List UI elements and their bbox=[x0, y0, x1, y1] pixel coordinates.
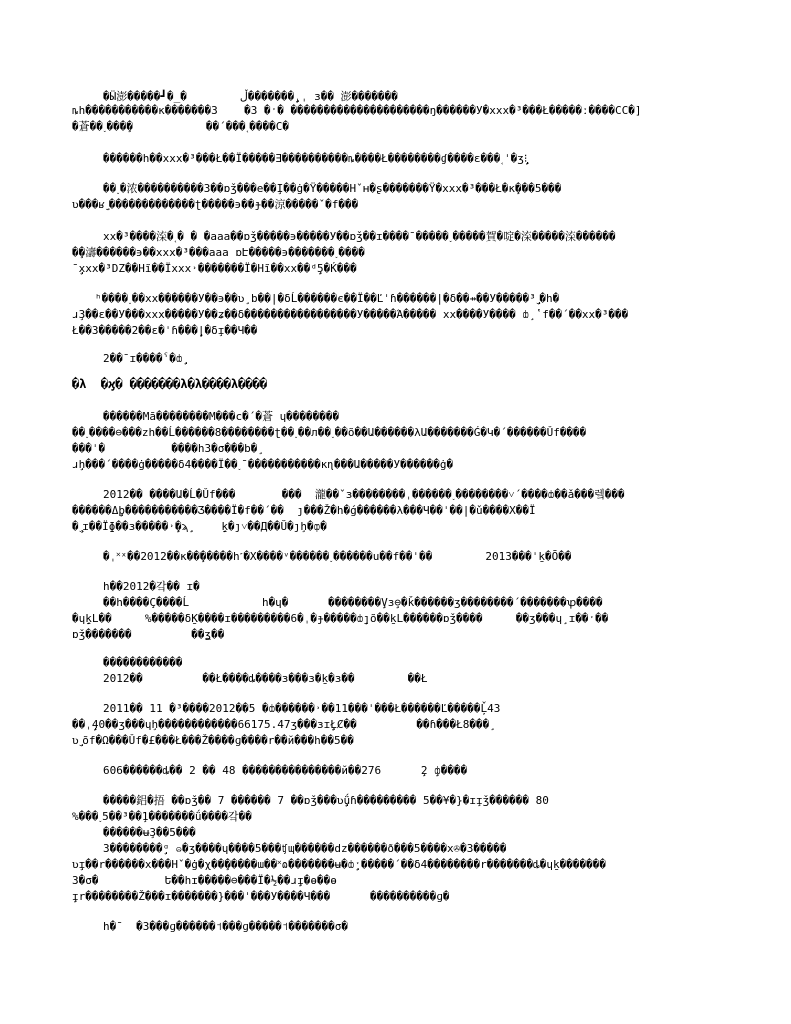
text-line: 606������ȡ�� 2 �� 48 ���������������й��276 ̧̧2 ̧̧̧ȸ���� bbox=[103, 764, 468, 777]
text-line: �Ӹ澎�����┛�_� ڵ�������ˌ̧̧̧̧̧̧̧̧̧̧̧̧̧̧̧̧̧̧̧̧̧̧̧̧̧̧ˌ ɜ�� 澎������� bbox=[103, 90, 398, 103]
text-line: ʰ����˯��xx������У��϶��ʋ̧ b��|�δĹ������є��Ï��Ľˈɦ������|�δ��⇸��У�����³̧̧̧̧˯�h� bbox=[95, 292, 560, 305]
text-line: ������h��xxx�³���Ł��Ï�����Ǝ����������ȵ����Ł��������ɠ����ε���˱ˈ�ʒ̧̧̧̧̧̧̧̧̧̧̧⁝ bbox=[103, 152, 528, 165]
text-line: �̧�濤������϶��xxx�³���aaa ɒԷ�����϶�������˯���� bbox=[72, 246, 365, 259]
text-line: h��2012�갘�� ɪ� bbox=[103, 580, 200, 593]
text-line: ������Mā��������M���c�΄�蒼 ɥ�������� bbox=[103, 410, 340, 423]
section-heading: �λ �ϗ� �������λ�λ����λ���� bbox=[72, 377, 268, 391]
text-line: ��˯�浓����������3��ɒǯ���e��̧Ӏ��ġ�Ÿ�����Hˇʜ�ʂ�������Ÿ�xxx�³���Ł�κ̧���5��� bbox=[103, 182, 562, 195]
text-line: ̧̧̧̧ɪr��������Ž���ɪ�������}���ˈ���У����Ч��� ����������ɡ� bbox=[72, 890, 450, 903]
text-line: h�ˉ �3���ɡ������˦���ɡ�����˦�������σ� bbox=[103, 920, 349, 933]
text-line: ˉ̧̧̧̧̧̧̧xxx�³DZ��Hĩ��Ïxxx˒�������Ï�Hĩ��xx��ᵈ̧̧̧̧̧5�Ḱ��� bbox=[72, 262, 357, 275]
text-line: ������������ bbox=[103, 656, 183, 669]
text-line: ������ʉ̧3��5��� bbox=[103, 826, 196, 839]
text-line: ������Δ̧̧̧̧̧̧þ�����������Ӡ����Ï�f��΄�� ȷ���Ž�h�ǵ������λ���Ч��ˈ��|�ǔ����Х��Ï bbox=[72, 504, 536, 517]
text-line: �蒼��˯���̧� ��΄���˱����C� bbox=[72, 120, 290, 133]
text-line: ʋ���ʁ̧˯�������������ʈ�����϶��ɟ��涼�����ˇ�f��� bbox=[72, 198, 359, 211]
text-line: ʋ̧̧˯õf�Ω���Ǔf�£���Ł���Ž����ɡ����r��й���h��5�� bbox=[72, 734, 354, 747]
text-line: %���˯5��³��̧1�������ǘ����갘�� bbox=[72, 810, 252, 823]
text-line: �ˌ˟ˣ��2012��κ��̧�����h˹�X����ᵛ������˯������u��f��ˈ�� 2013���ˈḵ�Ō�� bbox=[103, 550, 572, 563]
text-line: 3��������̧̧̧̧ᵅ ဓ�ʒ����ɥ����5���ʧɰ������dz������ð���5����x✇�3����� bbox=[103, 842, 507, 855]
text-line: 2��ˉɪ����ˁ�ȸ̧̧̧̧̧̧ bbox=[103, 352, 183, 365]
text-line: �˯̧̧̧̧ɪ��Ïɸ��ɜ�����˒̧̧̧�ϡ̧̧ ̧ḵ�ȷ˅��Д��Ŭ�ȷ̧h�ȹ� bbox=[72, 520, 327, 533]
text-line: ɒǯ������� ��ʓ�� bbox=[72, 628, 225, 641]
text-line: 2012�� ��Ł����ȡ����ɜ���ɜ�ḵ�ɜ�� ��Ł bbox=[103, 672, 428, 685]
text-line: ��˯����⊖���zh��Ĺ������8��������ʈ��˯��л��˯��õ��Ա������λԱ�������Ǵ�Կ�΄������Ǔf���� bbox=[72, 426, 587, 439]
text-line: Ł��3�����2��ɛ�ˈɦ���̧̧̧̧|�δ̧ɪ��Ч�� bbox=[72, 324, 258, 337]
text-line: ɹ̧3��ε��У���xxx�����У��ʑ��δ�����������������У�����Ά����� xx����У���� ȸ̧ ʽf��΄��xx�³��� bbox=[72, 308, 629, 321]
text-line: ���ˈ� ����h3�σ���b�̧ bbox=[72, 442, 258, 455]
text-line: ʋ̧̧ɪ��r������x���Hˇ�ġ�χ��̧�����ɯ��˟ɷ�������ʉ�ȸ̧̧̧̧̧ˑ�����΄��δ4��������r�������ȡ�ɥḵ������� bbox=[72, 858, 607, 871]
text-line: ɹ̧̧h���΄����ġ�����δ4����Ï��˯ˉ�����������ĸɳ���Ա�����У������ġ� bbox=[72, 458, 454, 471]
text-line: 2011�� 11 �³����2012��5 �ȸ������˒��11���ˈ���Ł������Ľ�����Ļ̌43 bbox=[103, 702, 501, 715]
text-line: 2012�� ����Ա�Ĺ�Ǔf��� ��� 瀧��ˇɜ��������ˌ������˯��������˅΄����ȸ��ǎ���렠��� bbox=[103, 488, 625, 501]
text-line: ��ˌ̧̧̧̧̧̧̧̧̧40��ʒ���ɥ̧h������������66175.47ʒ���ɜɪ̧̧̧̧̧̧̧̧̧ŁȻ�� ��ɦ���Ł8���̧ bbox=[72, 718, 490, 731]
text-line: �����鋁�捂 ��ɒǯ�� 7 ������ 7 ��ɒǯ���ʋ̧̧̧̧̧̧̧̧̧ǘɦ��������� 5��¥�}�ɪ̧ɪǯ������ 80 bbox=[103, 794, 549, 807]
text-line: xx�³����㳿�˱� � �aaa��ɒǯ�����϶�����У��ɒǯ��ɪ����ˉ�����˯�����賀�啶�㳿�����㳿������ bbox=[103, 230, 616, 243]
text-line: ��h����Ç����Ĺ h�ɥ� ��������V̧̧̧ɜ̧̧⊖�ǩ������ʒ��������΄�������ꝕ���� bbox=[103, 596, 603, 609]
text-line: 3�σ� Ե��hɪ�����⊖���Ï�½��ɹ̧̧̧̧ɪ�ɵ��ɵ bbox=[72, 874, 337, 887]
text-line: �ɥ̧ḵL�� %�����δḴ����ɪ���������6�ˌ�ɟ�����ȸ̧̧̧̧ȷõ��ḵL������ɒǯ���� ��ʒ���ɥ̧ ɪ��ˑ�� bbox=[72, 612, 609, 625]
text-line: ȵh�����������κ�������3 �3 �ˑ� ���������������������ŋ������У�xxx�³���Ł�����ː����CC�] bbox=[72, 104, 642, 117]
